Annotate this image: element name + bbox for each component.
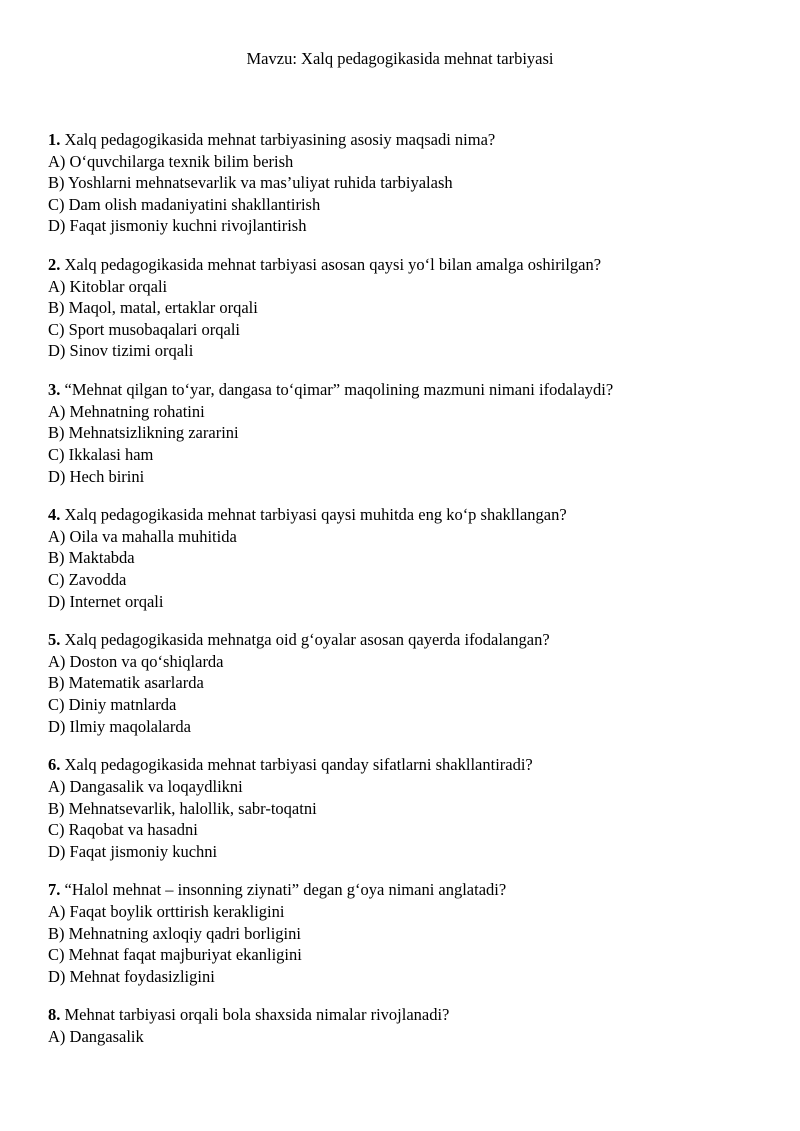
answer-option: C) Sport musobaqalari orqali xyxy=(48,319,241,339)
answer-option: A) Dangasalik xyxy=(48,1027,144,1047)
question-line xyxy=(48,504,768,526)
question-line xyxy=(48,629,768,651)
answer-option: D) Faqat jismoniy kuchni xyxy=(48,841,218,861)
answer-option: B) Mehnatsizlikning zararini xyxy=(48,423,239,443)
question-text: “Halol mehnat – insonning ziynati” degan g‘oya nimani anglatadi? xyxy=(64,880,507,900)
question-number: 2. xyxy=(48,255,61,275)
question-block xyxy=(48,504,768,612)
question-text: “Mehnat qilgan to‘yar, dangasa to‘qimar” maqolining mazmuni nimani ifodalaydi? xyxy=(64,380,614,400)
answer-option: B) Mehnatning axloqiy qadri borligini xyxy=(48,923,301,943)
question-block xyxy=(48,629,768,737)
question-text: Mehnat tarbiyasi orqali bola shaxsida nimalar rivojlanadi? xyxy=(64,1005,450,1025)
answer-option: D) Mehnat foydasizligini xyxy=(48,966,215,986)
answer-option: C) Zavodda xyxy=(48,569,127,589)
answer-option: B) Matematik asarlarda xyxy=(48,673,204,693)
answer-option: A) Mehnatning rohatini xyxy=(48,401,205,421)
question-block xyxy=(48,1004,768,1047)
question-block xyxy=(48,879,768,987)
answer-option: A) Doston va qo‘shiqlarda xyxy=(48,651,224,671)
answer-option: C) Diniy matnlarda xyxy=(48,695,177,715)
answer-option: A) Kitoblar orqali xyxy=(48,276,168,296)
answer-option: D) Internet orqali xyxy=(48,591,164,611)
question-text: Xalq pedagogikasida mehnat tarbiyasi qaysi muhitda eng ko‘p shakllangan? xyxy=(64,505,567,525)
answer-option: A) Oila va mahalla muhitida xyxy=(48,526,237,546)
answer-option: C) Raqobat va hasadni xyxy=(48,820,198,840)
answer-option: C) Mehnat faqat majburiyat ekanligini xyxy=(48,945,302,965)
question-number: 5. xyxy=(48,630,61,650)
question-number: 6. xyxy=(48,755,61,775)
answer-option: B) Maktabda xyxy=(48,548,135,568)
question-line xyxy=(48,879,768,901)
answer-option: D) Sinov tizimi orqali xyxy=(48,341,194,361)
answer-option: C) Ikkalasi ham xyxy=(48,444,154,464)
question-list xyxy=(48,129,768,1065)
answer-option: A) Dangasalik va loqaydlikni xyxy=(48,776,243,796)
answer-option: A) O‘quvchilarga texnik bilim berish xyxy=(48,151,294,171)
question-text: Xalq pedagogikasida mehnatga oid g‘oyalar asosan qayerda ifodalangan? xyxy=(64,630,550,650)
question-block xyxy=(48,754,768,862)
question-line xyxy=(48,754,768,776)
question-number: 8. xyxy=(48,1005,61,1025)
answer-option: D) Ilmiy maqolalarda xyxy=(48,716,191,736)
question-line xyxy=(48,1004,768,1026)
question-number: 4. xyxy=(48,505,61,525)
answer-option: D) Hech birini xyxy=(48,466,145,486)
answer-option: A) Faqat boylik orttirish kerakligini xyxy=(48,901,285,921)
answer-option: B) Yoshlarni mehnatsevarlik va mas’uliyat ruhida tarbiyalash xyxy=(48,173,453,193)
question-number: 7. xyxy=(48,880,61,900)
answer-option: C) Dam olish madaniyatini shakllantirish xyxy=(48,194,321,214)
question-text: Xalq pedagogikasida mehnat tarbiyasi asosan qaysi yo‘l bilan amalga oshirilgan? xyxy=(64,255,602,275)
question-number: 1. xyxy=(48,130,61,149)
answer-option: B) Maqol, matal, ertaklar orqali xyxy=(48,298,258,318)
question-text: Xalq pedagogikasida mehnat tarbiyasining asosiy maqsadi nima? xyxy=(64,130,496,149)
question-line xyxy=(48,129,768,151)
question-block xyxy=(48,379,768,487)
question-line xyxy=(48,379,768,401)
answer-option: D) Faqat jismoniy kuchni rivojlantirish xyxy=(48,216,307,236)
question-text: Xalq pedagogikasida mehnat tarbiyasi qanday sifatlarni shakllantiradi? xyxy=(64,755,533,775)
question-number: 3. xyxy=(48,380,61,400)
document-title: Mavzu: Xalq pedagogikasida mehnat tarbiyasi xyxy=(246,49,554,68)
question-block xyxy=(48,254,768,362)
question-block xyxy=(48,129,768,237)
question-line xyxy=(48,254,768,276)
answer-option: B) Mehnatsevarlik, halollik, sabr-toqatni xyxy=(48,798,317,818)
